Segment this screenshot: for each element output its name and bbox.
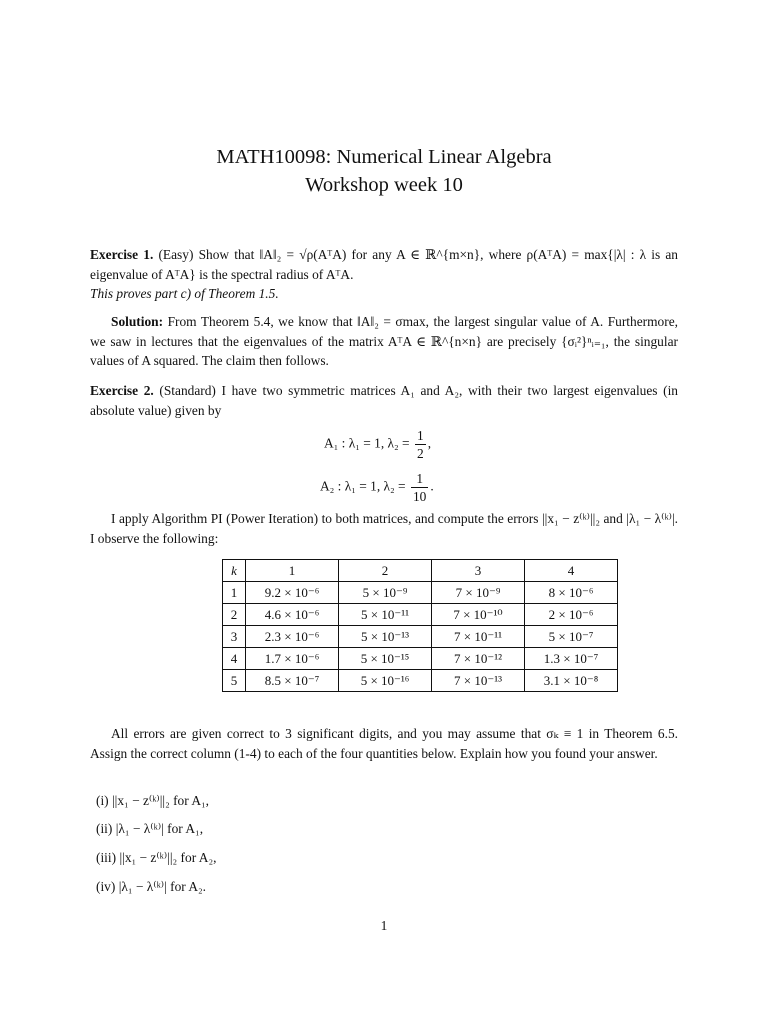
table-cell: 8 × 10⁻⁶ <box>525 582 618 604</box>
list-item <box>96 879 206 895</box>
exercise-1-label: Exercise 1. <box>90 247 154 262</box>
error-table <box>222 559 618 692</box>
exercise-1-text: (Easy) Show that ‖A‖₂ = √ρ(AᵀA) for any A ∈ ℝ^{m×n}, where ρ(AᵀA) = max{|λ| : λ is an eigenvalue of AᵀA} is the spectral radius of AᵀA. <box>90 247 678 282</box>
equation-a1-lhs: A₁ : λ₁ = 1, λ₂ = <box>324 435 410 451</box>
list-item-label: (ii) <box>96 821 113 836</box>
table-cell: 7 × 10⁻¹³ <box>432 670 525 692</box>
table-cell: 5 × 10⁻⁹ <box>339 582 432 604</box>
table-row <box>223 648 618 670</box>
table-header-cell: 1 <box>246 560 339 582</box>
solution <box>90 312 678 371</box>
equation-a1 <box>324 427 431 462</box>
list-item-text: |λ₁ − λ⁽ᵏ⁾| for A₂. <box>118 879 207 894</box>
equation-a1-denominator: 2 <box>416 446 424 461</box>
equation-a1-fraction <box>415 427 426 462</box>
list-item <box>96 821 203 837</box>
errors-paragraph: All errors are given correct to 3 significant digits, and you may assume that σₖ ≡ 1 in Theorem 6.5. Assign the correct column (1-4) to each of the four quantities below. Explain how you found your answer. <box>90 726 678 761</box>
table-cell: 7 × 10⁻¹¹ <box>432 626 525 648</box>
table-cell: 1.7 × 10⁻⁶ <box>246 648 339 670</box>
title-line-2: Workshop week 10 <box>305 174 463 196</box>
list-item <box>96 850 216 866</box>
equation-a2-denominator: 10 <box>412 489 427 504</box>
table-header-cell: 4 <box>525 560 618 582</box>
equation-a1-tail: , <box>427 435 432 451</box>
table-cell: 1.3 × 10⁻⁷ <box>525 648 618 670</box>
page-number: 1 <box>380 918 388 933</box>
algorithm-paragraph: I apply Algorithm PI (Power Iteration) to both matrices, and compute the errors ||x₁ − z⁽ᵏ⁾||₂ and |λ₁ − λ⁽ᵏ⁾|. I observe the following: <box>90 511 678 546</box>
table-cell: 2 × 10⁻⁶ <box>525 604 618 626</box>
table-header-row <box>223 560 618 582</box>
table-cell: 7 × 10⁻¹⁰ <box>432 604 525 626</box>
exercise-2-text: (Standard) I have two symmetric matrices A₁ and A₂, with their two largest eigenvalues (in absolute value) given by <box>90 383 678 418</box>
table-row <box>223 626 618 648</box>
equation-a2-lhs: A₂ : λ₁ = 1, λ₂ = <box>320 478 406 494</box>
list-item-text: |λ₁ − λ⁽ᵏ⁾| for A₁, <box>115 821 204 836</box>
equation-a2 <box>320 470 434 505</box>
table-cell: 5 × 10⁻¹³ <box>339 626 432 648</box>
equation-a1-numerator: 1 <box>416 428 424 443</box>
solution-text: From Theorem 5.4, we know that ‖A‖₂ = σmax, the largest singular value of A. Furthermore, we saw in lectures that the eigenvalues of the matrix AᵀA ∈ ℝ^{n×n} are precisely {σᵢ²}ⁿᵢ₌₁, the singular values of A squared. The claim then follows. <box>90 314 678 368</box>
table-cell: 5 × 10⁻¹⁵ <box>339 648 432 670</box>
table-cell: 7 × 10⁻⁹ <box>432 582 525 604</box>
table-row <box>223 582 618 604</box>
table-cell: 8.5 × 10⁻⁷ <box>246 670 339 692</box>
table-cell: 9.2 × 10⁻⁶ <box>246 582 339 604</box>
exercise-2 <box>90 381 678 420</box>
list-item-label: (iii) <box>96 850 117 865</box>
equation-a2-tail: . <box>430 478 434 494</box>
exercise-1-note: This proves part c) of Theorem 1.5. <box>90 286 279 301</box>
table-cell: 5 <box>223 670 246 692</box>
table-cell: 5 × 10⁻⁷ <box>525 626 618 648</box>
table-header-cell: 3 <box>432 560 525 582</box>
solution-label: Solution: <box>111 314 164 329</box>
equation-a2-numerator: 1 <box>411 470 428 488</box>
table-header-cell: 2 <box>339 560 432 582</box>
table-cell: 5 × 10⁻¹⁶ <box>339 670 432 692</box>
table-cell: 7 × 10⁻¹² <box>432 648 525 670</box>
list-item-text: ||x₁ − z⁽ᵏ⁾||₂ for A₂, <box>119 850 217 865</box>
exercise-2-label: Exercise 2. <box>90 383 154 398</box>
exercise-1 <box>90 245 678 304</box>
table-cell: 2 <box>223 604 246 626</box>
list-item-label: (iv) <box>96 879 116 894</box>
table-cell: 3.1 × 10⁻⁸ <box>525 670 618 692</box>
title-line-1: MATH10098: Numerical Linear Algebra <box>216 146 552 168</box>
equation-a2-fraction <box>411 470 428 505</box>
table-row <box>223 670 618 692</box>
table-cell: 4.6 × 10⁻⁶ <box>246 604 339 626</box>
list-item <box>96 793 209 809</box>
list-item-text: ||x₁ − z⁽ᵏ⁾||₂ for A₁, <box>112 793 210 808</box>
list-item-label: (i) <box>96 793 109 808</box>
table-cell: 1 <box>223 582 246 604</box>
table-cell: 5 × 10⁻¹¹ <box>339 604 432 626</box>
table-row <box>223 604 618 626</box>
table-cell: 3 <box>223 626 246 648</box>
table-header-cell: k <box>223 560 246 582</box>
table-cell: 2.3 × 10⁻⁶ <box>246 626 339 648</box>
table-cell: 4 <box>223 648 246 670</box>
